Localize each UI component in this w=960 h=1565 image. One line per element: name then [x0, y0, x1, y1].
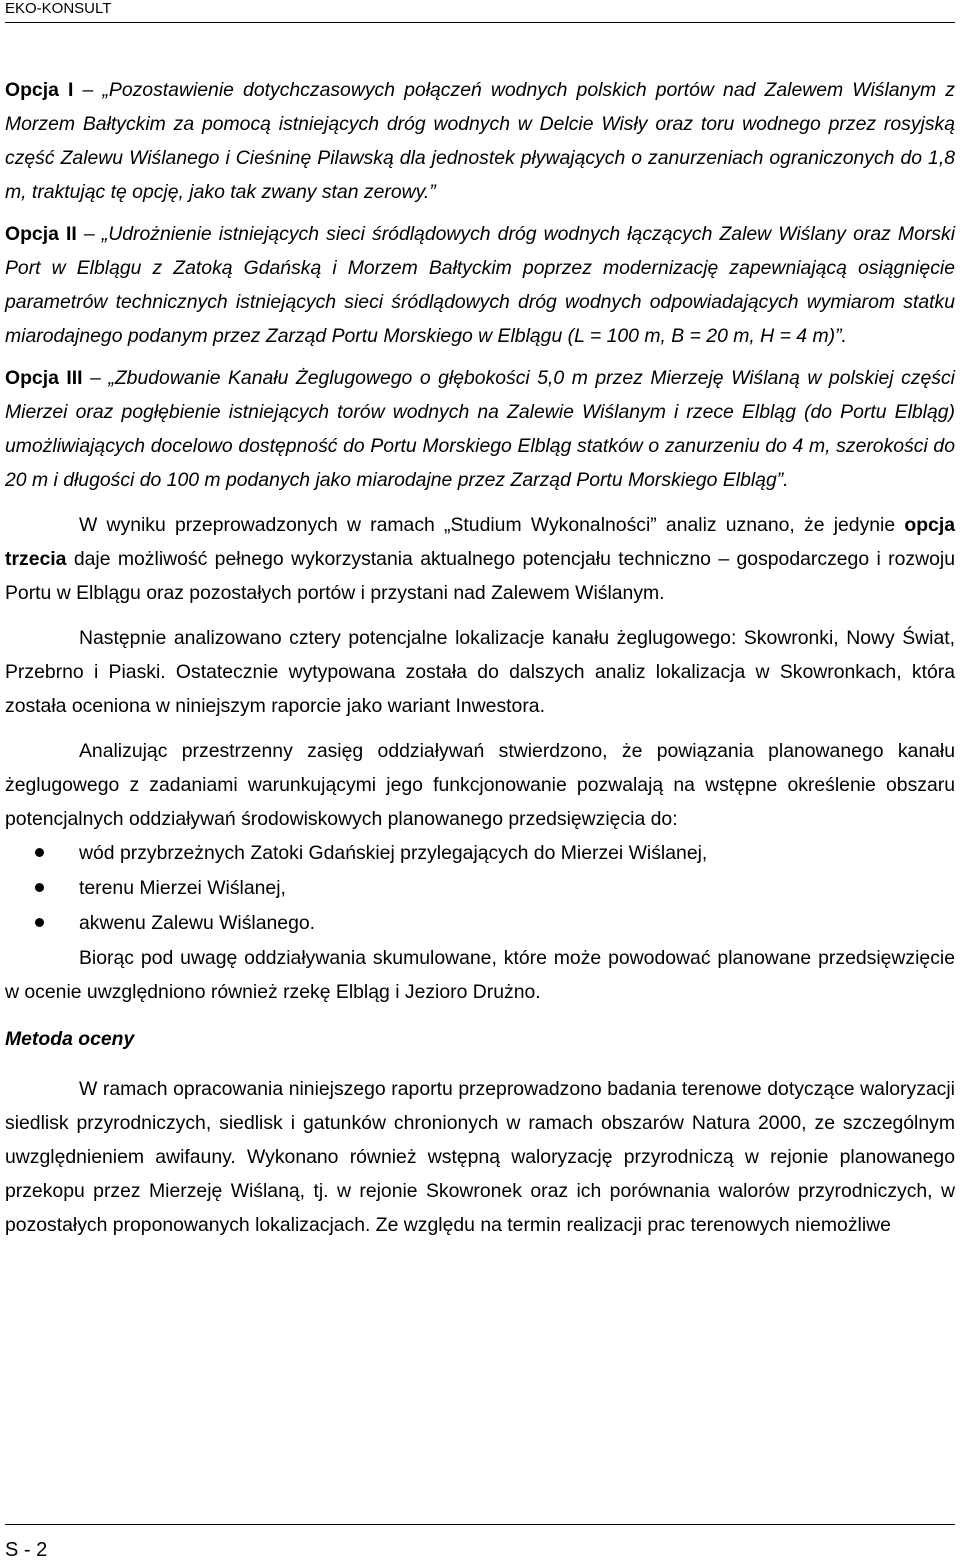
option-label: Opcja III — [5, 367, 83, 389]
document-body — [5, 73, 955, 1242]
paragraph-cumulative: Biorąc pod uwagę oddziaływania skumulowane, które może powodować planowane przedsięwzięcie w ocenie uwzględniono również rzekę Elbląg i Jezioro Drużno. — [5, 947, 955, 1003]
bullet-icon — [35, 848, 44, 857]
list-item: akwenu Zalewu Wiślanego. — [5, 906, 955, 941]
header-title: EKO-KONSULT — [5, 0, 112, 17]
option-label: Opcja I — [5, 79, 74, 101]
paragraph-impact-range: Analizując przestrzenny zasięg oddziaływań stwierdzono, że powiązania planowanego kanału żeglugowego z zadaniami warunkującymi jego funkcjonowanie pozwalają na wstępne określenie obszaru potencjalnych oddziaływań środowiskowych planowanego przedsięwzięcia do: — [5, 740, 955, 830]
paragraph-locations: Następnie analizowano cztery potencjalne lokalizacje kanału żeglugowego: Skowronki, Nowy Świat, Przebrno i Piaski. Ostatecznie wytypowana została do dalszych analiz lokalizacja w Skowronkach, która została oceniona w niniejszym raporcie jako wariant Inwestora. — [5, 627, 955, 717]
option-3 — [5, 361, 955, 497]
paragraph-conclusion — [5, 508, 955, 610]
emphasis-text: opcja trzecia — [5, 514, 955, 570]
bullet-icon — [35, 918, 44, 927]
paragraph-method: W ramach opracowania niniejszego raportu przeprowadzono badania terenowe dotyczące waloryzacji siedlisk przyrodniczych, siedlisk i gatunków chronionych w ramach obszarów Natura 2000, ze szczególnym uwzględnieniem awifauny. Wykonano również wstępną waloryzację przyrodniczą w rejonie planowanego przekopu przez Mierzeję Wiślaną, tj. w rejonie Skowronek oraz ich porównania walorów przyrodniczych, w pozostałych proponowanych lokalizacjach. Ze względu na termin realizacji prac terenowych niemożliwe — [5, 1078, 955, 1236]
section-heading: Metoda oceny — [5, 1028, 135, 1050]
impact-area-list — [5, 836, 955, 941]
option-2 — [5, 217, 955, 353]
bullet-icon — [35, 883, 44, 892]
option-label: Opcja II — [5, 223, 77, 245]
list-item: wód przybrzeżnych Zatoki Gdańskiej przylegających do Mierzei Wiślanej, — [5, 836, 955, 871]
option-text: – „Pozostawienie dotychczasowych połączeń wodnych polskich portów nad Zalewem Wiślanym z Morzem Bałtyckim za pomocą istniejących dróg wodnych w Delcie Wisły oraz toru wodnego przez rosyjską część Zalewu Wiślanego i Cieśninę Pilawską dla jednostek pływających o zanurzeniach ograniczonych do 1,8 m, traktując tę opcję, jako tak zwany stan zerowy.” — [5, 79, 955, 203]
footer-divider — [5, 1524, 955, 1525]
option-text: – „Zbudowanie Kanału Żeglugowego o głębokości 5,0 m przez Mierzeję Wiślaną w polskiej części Mierzei oraz pogłębienie istniejących torów wodnych na Zalewie Wiślanym i rzece Elbląg (do Portu Elbląg) umożliwiających docelowo dostępność do Portu Morskiego Elbląg statków o zanurzeniu do 4 m, szerokości do 20 m i długości do 100 m podanych jako miarodajne przez Zarząd Portu Morskiego Elbląg”. — [5, 367, 955, 491]
paragraph-text: W wyniku przeprowadzonych w ramach „Studium Wykonalności” analiz uznano, że jedynie — [79, 514, 905, 536]
option-text: – „Udrożnienie istniejących sieci śródlądowych dróg wodnych łączących Zalew Wiślany oraz Morski Port w Elblągu z Zatoką Gdańską i Morzem Bałtyckim poprzez modernizację zapewniającą osiągnięcie parametrów technicznych istniejących sieci śródlądowych dróg wodnych odpowiadających wymiarom statku miarodajnego podanym przez Zarząd Portu Morskiego w Elblągu (L = 100 m, B = 20 m, H = 4 m)”. — [5, 223, 956, 347]
header-divider — [5, 22, 955, 23]
page-number: S - 2 — [5, 1539, 48, 1561]
paragraph-text: daje możliwość pełnego wykorzystania aktualnego potencjału techniczno – gospodarczego i rozwoju Portu w Elblągu oraz pozostałych portów i przystani nad Zalewem Wiślanym. — [5, 548, 955, 604]
option-1 — [5, 73, 955, 209]
list-item: terenu Mierzei Wiślanej, — [5, 871, 955, 906]
